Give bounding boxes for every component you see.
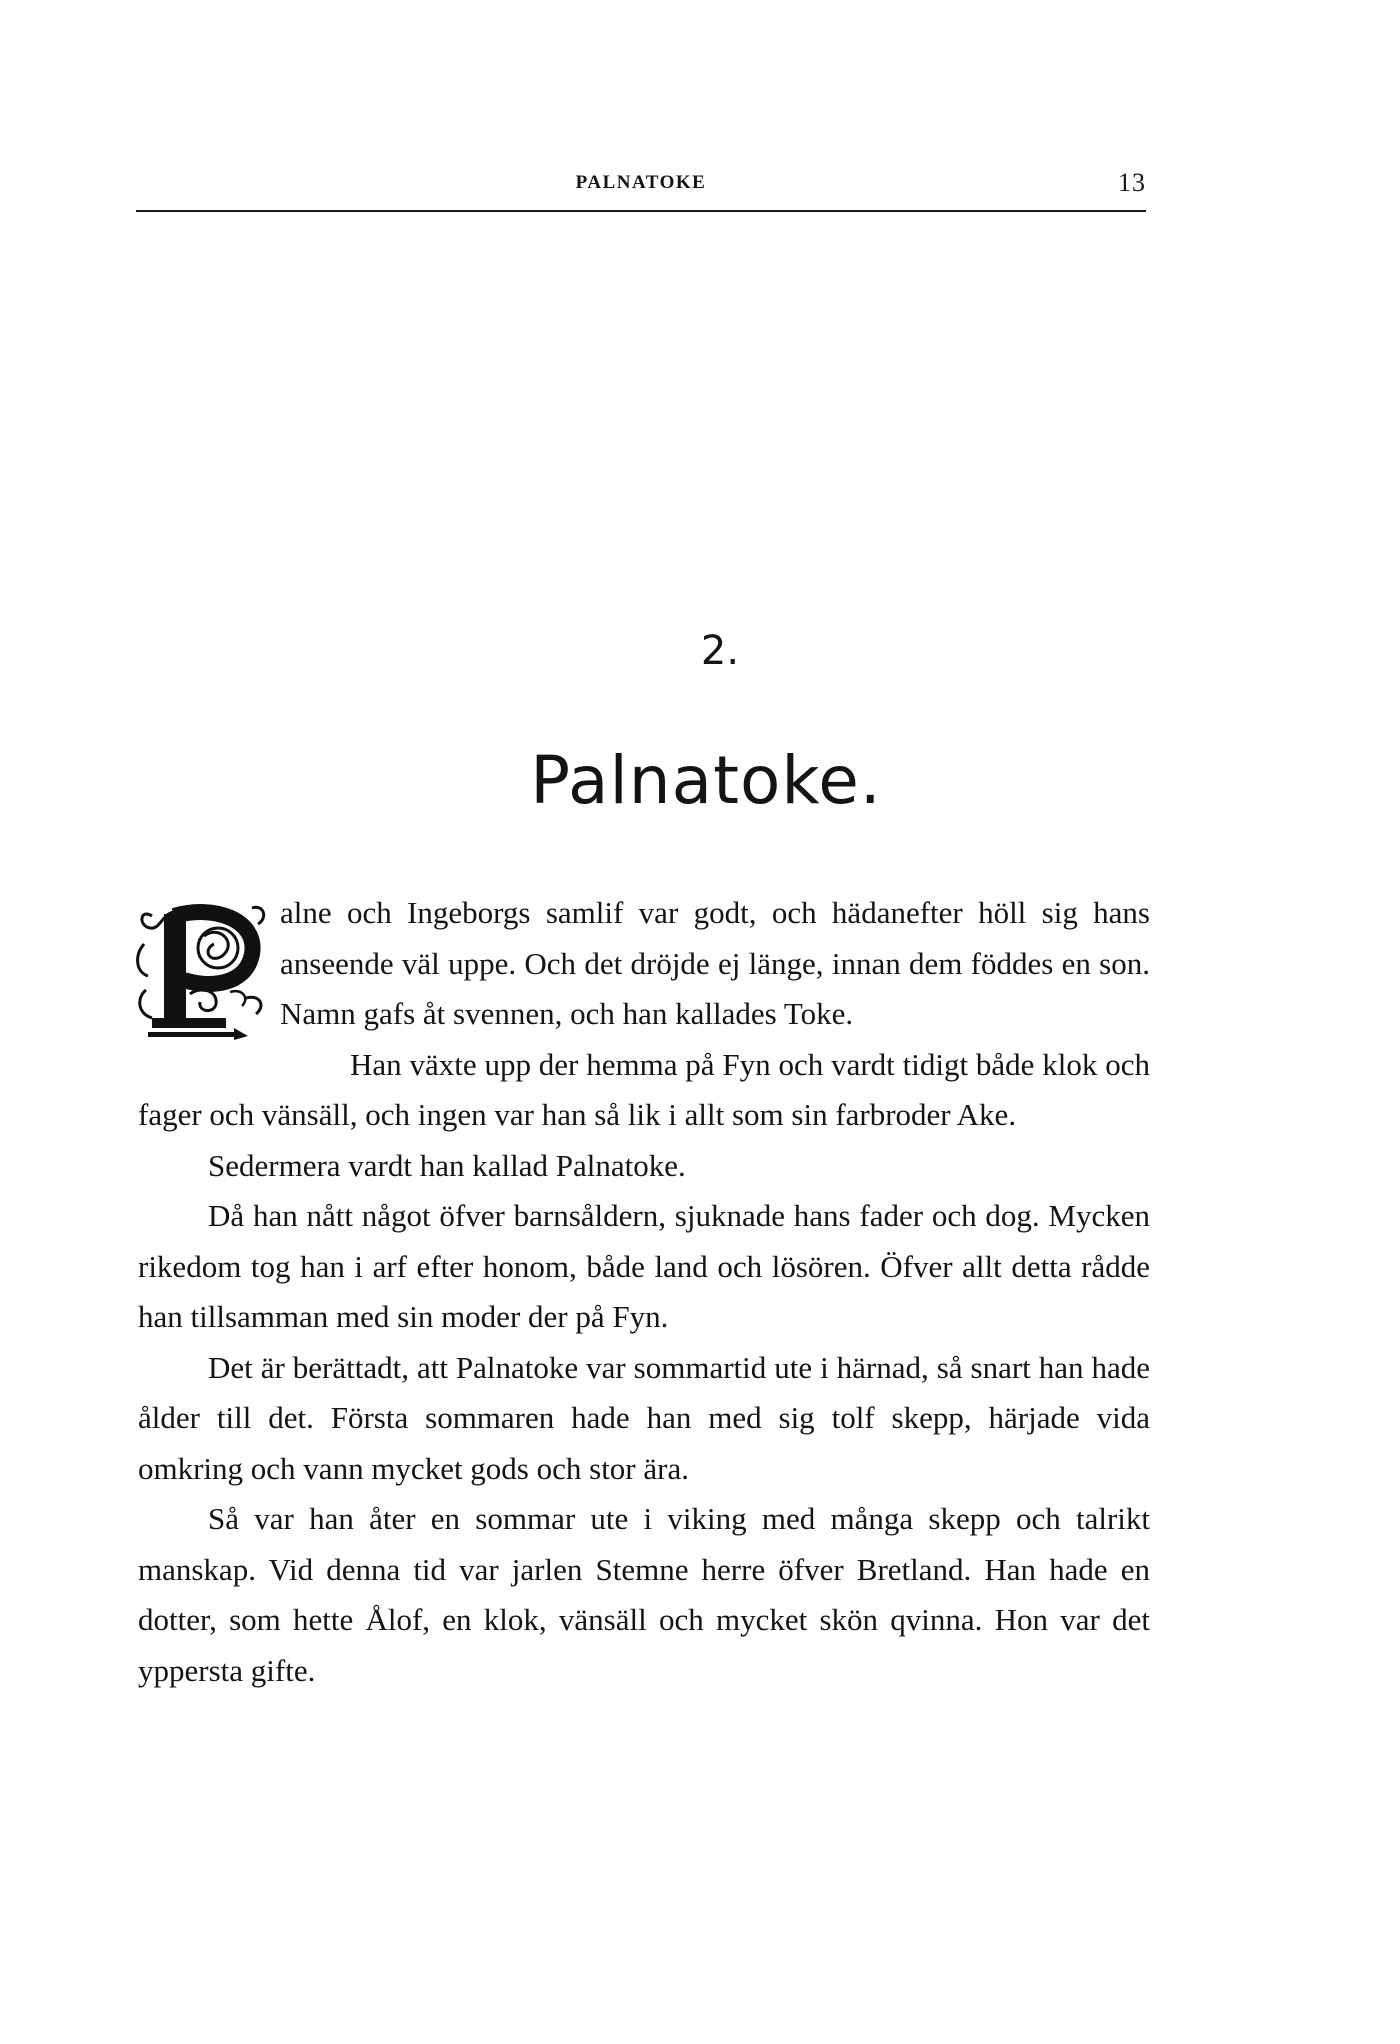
chapter-number: 2. [700, 628, 740, 674]
paragraph-5: Det är berättadt, att Palnatoke var sommartid ute i härnad, så snart han hade ålder till det. Första sommaren hade han med sig tolf skepp, härjade vida omkring och vann mycket gods och stor ära. [138, 1349, 1150, 1486]
paragraph-6: Så var han åter en sommar ute i viking med många skepp och talrikt manskap. Vid denna tid var jarlen Stemne herre öfver Bretland. Han hade en dotter, som hette Ålof, en klok, vänsäll och mycket skön qvinna. Hon var det yppersta gifte. [138, 1501, 1150, 1688]
running-header [136, 164, 1146, 212]
drop-cap-initial [134, 894, 270, 1044]
chapter-title: Palnatoke. [530, 742, 882, 819]
page-number: 13 [1118, 168, 1146, 197]
body-text [138, 888, 1150, 1696]
running-title: PALNATOKE [575, 172, 707, 193]
paragraph-2: Han växte upp der hemma på Fyn och vardt tidigt både klok och fager och vänsäll, och ingen var han så lik i allt som sin farbroder Ake. [138, 1046, 1150, 1132]
ornamental-p-icon [134, 894, 270, 1044]
paragraph-text: alne och Ingeborgs samlif var godt, och hädanefter höll sig hans anseende väl uppe. Och det dröjde ej länge, innan dem föddes en son. Namn gafs åt svennen, och han kallades Toke. [280, 895, 1150, 1031]
paragraph-3: Sedermera vardt han kallad Palnatoke. [208, 1147, 686, 1183]
paragraph-4: Då han nått något öfver barnsåldern, sjuknade hans fader och dog. Mycken rikedom tog han i arf efter honom, både land och lösören. Öfver allt detta rådde han tillsamman med sin moder der på Fyn. [138, 1198, 1150, 1334]
paragraph-1 [138, 888, 1150, 1040]
